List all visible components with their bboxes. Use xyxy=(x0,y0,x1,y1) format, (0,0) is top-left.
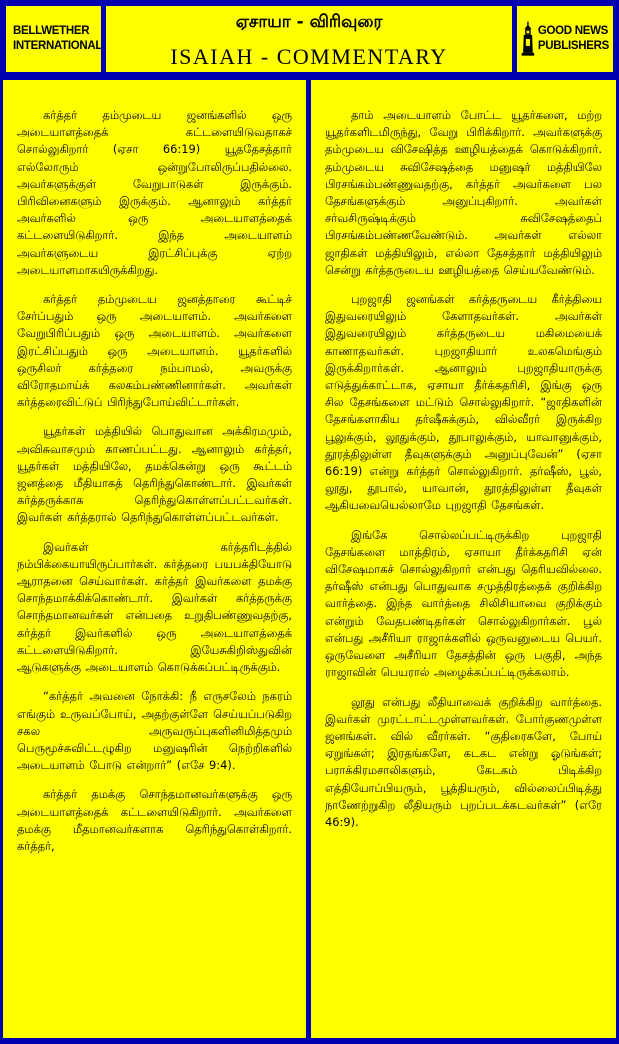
paragraph: கர்த்தர் தம்முடைய ஜனங்களில் ஒரு அடையாளத்தைக் கட்டளையிடுவதாகச் சொல்லுகிறார் (ஏசா 66:19) யூததேசத்தார் எல்லோரும் ஒன்றுபோலிருப்பதில்லை. அவர்களுக்குள் வேறுபாடுகள் இருக்கும். பிரிவினைகளும் இருக்கும். ஆனாலும் கர்த்தர் அவர்களில் ஒரு அடையாளத்தைக் கட்டளையிடுகிறார். இந்த அடையாளம் அவர்களுடைய இரட்சிப்புக்கு ஏற்ற அடையாளமாகயிருக்கிறது. xyxy=(17,108,292,277)
paragraph: இவர்கள் கர்த்தரிடத்தில் நம்பிக்கையாயிருப்பார்கள். கர்த்தரை பயபக்தியோடு ஆராதனை செய்வார்கள். கர்த்தர் இவர்களை தமக்கு சொந்தமாக்கிக்கொண்டார். இவர்கள் கர்த்தருக்கு சொந்தமானவர்கள் என்பதை உறுதிபண்ணுவதற்கு, கர்த்தர் இவர்களில் ஒரு அடையாளத்தைக் கட்டளையிடுகிறார். இயேசுகிறிஸ்துவின் ஆடுகளுக்கு அடையாளம் கொடுக்கப்பட்டிருக்கும். xyxy=(17,539,292,675)
good-news-logo xyxy=(517,6,613,72)
bellwether-logo xyxy=(6,6,101,72)
paragraph: “கர்த்தர் அவனை நோக்கி: நீ எருசலேம் நகரம் எங்கும் உருவப்போய், அதற்குள்ளே செய்யப்படுகிற சகல அருவருப்புகளினிமித்தமும் பெருமூச்சுவிட்டழுகிற மனுஷரின் நெற்றிகளில் அடையாளம் போடு என்றார்” (எசே 9:4). xyxy=(17,689,292,773)
paragraph: கர்த்தர் தமக்கு சொந்தமானவர்களுக்கு ஒரு அடையாளத்தைக் கட்டளையிடுகிறார். அவர்களை தமக்கு மீதமானவர்களாக தெரிந்துகொள்கிறார். கர்த்தர், xyxy=(17,787,292,853)
left-column xyxy=(3,80,306,1038)
title-block xyxy=(106,6,512,72)
logo-line-1: BELLWETHER xyxy=(13,25,90,37)
logo-line-2: PUBLISHERS xyxy=(537,40,609,52)
paragraph: தாம் அடையாளம் போட்ட யூதர்களை, மற்ற யூதர்களிடமிருந்து, வேறு பிரிக்கிறார். அவர்களுக்கு தம்முடைய விசேஷித்த ஊழியத்தைக் கொடுக்கிறார். தம்முடைய சுவிசேஷத்தை மனுஷர் மத்தியிலே பிரசங்கம்பண்ணுவதற்கு, கர்த்தர் அவர்களை பல தேசங்களுக்கும் அனுப்புகிறார். அவர்கள் சர்வசிருஷ்டிக்கும் சுவிசேஷத்தைப் பிரசங்கம்பண்ணவேண்டும். அவர்கள் எல்லா ஜாதிகள் மத்தியிலும், எல்லா தேசத்தார் மத்தியிலும் சென்று கர்த்தருடைய ஊழியத்தை செய்யவேண்டும். xyxy=(325,108,602,277)
title-tamil: ஏசாயா - விரிவுரை xyxy=(235,12,383,32)
paragraph: புறஜாதி ஜனங்கள் கர்த்தருடைய கீர்த்தியை இதுவரையிலும் கேளாதவர்கள். அவர்கள் இதுவரையிலும் கர்த்தருடைய மகிமையைக் காணாதவர்கள். புறஜாதியார் உலகமெங்கும் இருக்கிறார்கள். ஆனாலும் புறஜாதியாருக்கு எடுத்துக்காட்டாக, ஏசாயா தீர்க்கதரிசி, இங்கு ஒரு சில தேசங்களை மட்டும் சொல்லுகிறார். “ஜாதிகளின் தேசங்களாகிய தர்ஷீசுக்கும், வில்வீரர் இருக்கிற பூலுக்கும், லூதுக்கும், தூபாலுக்கும், யாவானுக்கும், தூரத்திலுள்ள தீவுகளுக்கும் அனுப்புவேன்” (ஏசா 66:19) என்று கர்த்தர் சொல்லுகிறார். தர்ஷீஸ், பூல், லூது, தூபால், யாவான், தூரத்திலுள்ள தீவுகள் ஆகியவையெல்லாமே புறஜாதி தேசங்கள். xyxy=(325,292,602,513)
logo-line-2: INTERNATIONAL xyxy=(13,40,103,52)
logo-line-1: GOOD NEWS xyxy=(537,25,609,37)
page-header xyxy=(3,3,616,75)
right-column xyxy=(311,80,616,1038)
paragraph: இங்கே சொல்லப்பட்டிருக்கிற புறஜாதி தேசங்களை மாத்திரம், ஏசாயா தீர்க்கதரிசி ஏன் விசேஷமாகச் சொல்லுகிறார் என்பது தெரியவில்லை. தர்ஷீஸ் என்பது பொதுவாக சமுத்திரத்தைக் குறிக்கிற வார்த்தை. இந்த வார்த்தை சிலிசியாவை குறிக்கும் என்றும் வேதபண்டிதர்கள் சொல்லுகிறார்கள். பூல் என்பது அசீரியா ராஜாக்களில் ஒருவனுடைய பெயர். ஒருவேளை அசீரியா தேசத்தின் ஒரு பகுதி, அந்த ராஜாவின் பெயரால் அழைக்கப்பட்டிருக்கலாம். xyxy=(325,527,602,680)
paragraph: லூது என்பது லீதியாவைக் குறிக்கிற வார்த்தை. இவர்கள் முரட்டாட்டமுள்ளவர்கள். போர்குணமுள்ள ஜனங்கள். வில் வீரர்கள். “குதிரைகளே, போய் ஏறுங்கள்; இரதங்களே, கடகட என்று ஓடுங்கள்; பராக்கிரமசாலிகளும், கேடகம் பிடிக்கிற எத்தியோப்பியரும், பூத்தியரும், வில்லைப்பிடித்து நாணேற்றுகிற லீதியரும் புறப்படக்கடவர்கள்” (எரே 46:9). xyxy=(325,694,602,829)
tower-icon xyxy=(521,13,535,65)
title-english: ISAIAH - COMMENTARY xyxy=(170,44,448,69)
paragraph: கர்த்தர் தம்முடைய ஜனத்தாரை கூட்டிச் சேர்ப்பதும் ஒரு அடையாளம். அவர்களை வேறுபிரிப்பதும் ஒரு அடையாளம். அவர்களை இரட்சிப்பதும் ஒரு அடையாளம். யூதர்களில் ஒருசிலர் கர்த்தரை நம்பாமல், அவருக்கு விரோதமாய்க் கலகம்பண்ணினார்கள். அவர்கள் கர்த்தரைவிட்டுப் பிரிந்துபோய்விட்டார்கள். xyxy=(17,292,292,410)
paragraph: யூதர்கள் மத்தியில் பொதுவான அக்கிரமமும், அவிசுவாசமும் காணப்பட்டது. ஆனாலும் கர்த்தர், யூதர்கள் மத்தியிலே, தமக்கென்று ஒரு கூட்டம் ஜனத்தை மீதியாகத் தெரிந்துகொண்டார். இவர்கள் கர்த்தருக்காக தெரிந்துகொள்ளப்பட்டவர்கள். இவர்கள் கர்த்தரால் தெரிந்துகொள்ளப்பட்டவர்கள். xyxy=(17,424,292,525)
